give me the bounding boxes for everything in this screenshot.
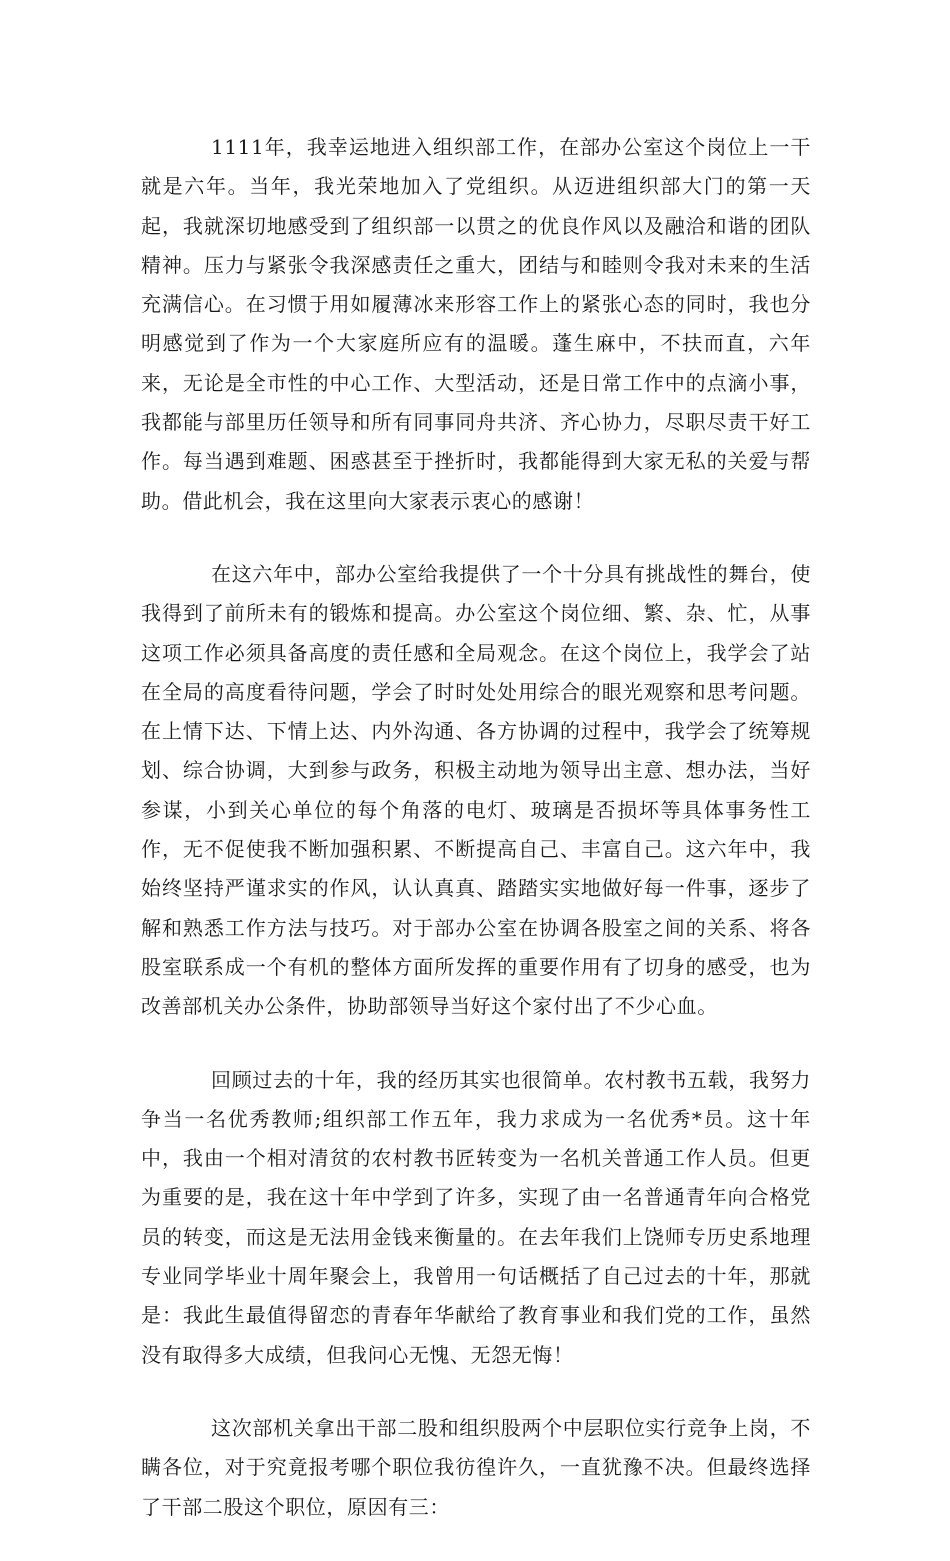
paragraph-3: 回顾过去的十年，我的经历其实也很简单。农村教书五载，我努力争当一名优秀教师;组织部工作五年，我力求成为一名优秀*员。这十年中，我由一个相对清贫的农村教书匠转变为一名机关普通工作人员。但更为重要的是，我在这十年中学到了许多，实现了由一名普通青年向合格党员的转变，而这是无法用金钱来衡量的。在去年我们上饶师专历史系地理专业同学毕业十周年聚会上，我曾用一句话概括了自己过去的十年，那就是：我此生最值得留恋的青春年华献给了教育事业和我们党的工作，虽然没有取得多大成绩，但我问心无愧、无怨无悔！ (141, 1067, 811, 1367)
document-body (141, 128, 811, 1561)
paragraph-2: 在这六年中，部办公室给我提供了一个十分具有挑战性的舞台，使我得到了前所未有的锻炼和提高。办公室这个岗位细、繁、杂、忙，从事这项工作必须具备高度的责任感和全局观念。在这个岗位上，我学会了站在全局的高度看待问题，学会了时时处处用综合的眼光观察和思考问题。在上情下达、下情上达、内外沟通、各方协调的过程中，我学会了统筹规划、综合协调，大到参与政务，积极主动地为领导出主意、想办法，当好参谋，小到关心单位的每个角落的电灯、玻璃是否损坏等具体事务性工作，无不促使我不断加强积累、不断提高自己、丰富自己。这六年中，我始终坚持严谨求实的作风，认认真真、踏踏实实地做好每一件事，逐步了解和熟悉工作方法与技巧。对于部办公室在协调各股室之间的关系、将各股室联系成一个有机的整体方面所发挥的重要作用有了切身的感受，也为改善部机关办公条件，协助部领导当好这个家付出了不少心血。 (141, 561, 811, 1019)
paragraph-1: 1111年，我幸运地进入组织部工作，在部办公室这个岗位上一干就是六年。当年，我光荣地加入了党组织。从迈进组织部大门的第一天起，我就深切地感受到了组织部一以贯之的优良作风以及融洽和谐的团队精神。压力与紧张令我深感责任之重大，团结与和睦则令我对未来的生活充满信心。在习惯于用如履薄冰来形容工作上的紧张心态的同时，我也分明感觉到了作为一个大家庭所应有的温暖。蓬生麻中，不扶而直，六年来，无论是全市性的中心工作、大型活动，还是日常工作中的点滴小事，我都能与部里历任领导和所有同事同舟共济、齐心协力，尽职尽责干好工作。每当遇到难题、困惑甚至于挫折时，我都能得到大家无私的关爱与帮助。借此机会，我在这里向大家表示衷心的感谢！ (141, 135, 811, 513)
paragraph-4: 这次部机关拿出干部二股和组织股两个中层职位实行竞争上岗，不瞒各位，对于究竟报考哪个职位我彷徨许久，一直犹豫不决。但最终选择了干部二股这个职位，原因有三： (141, 1415, 811, 1519)
